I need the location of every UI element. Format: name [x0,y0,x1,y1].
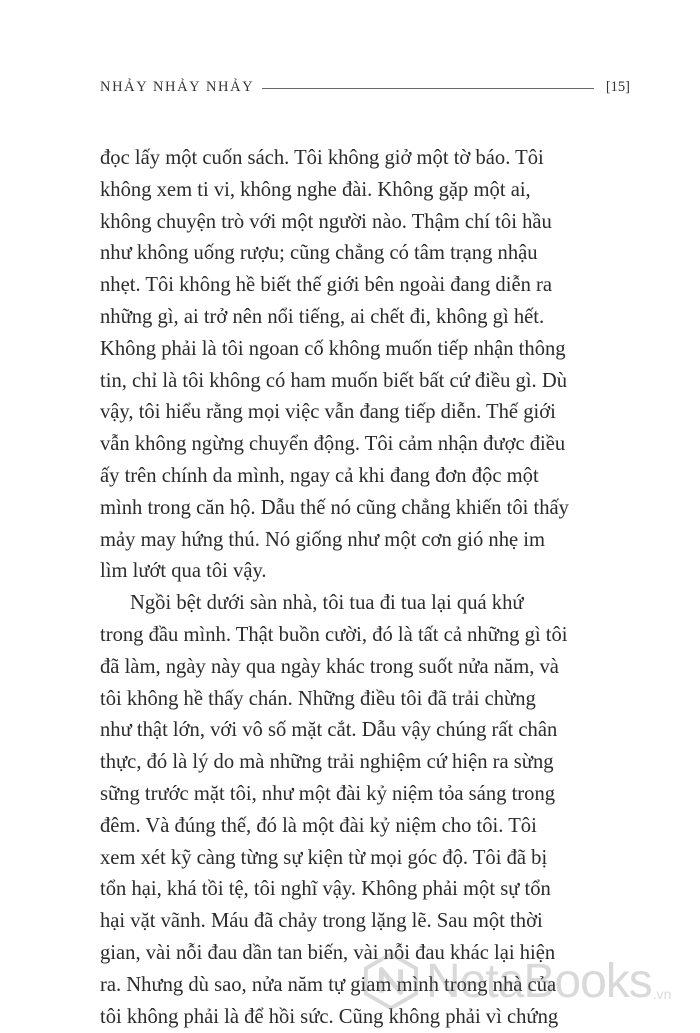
text-line: ấy trên chính da mình, ngay cả khi đang đơn độc một [100,464,539,487]
watermark-brand: NetaBooks [426,954,652,1008]
text-line: nhẹt. Tôi không hề biết thế giới bên ngoài đang diễn ra [100,274,553,297]
text-line: tổn hại, khá tồi tệ, tôi nghĩ vậy. Không phải một sự tổn [100,878,551,901]
text-line: đọc lấy một cuốn sách. Tôi không giở một tờ báo. Tôi [100,147,544,169]
watermark [362,946,692,1016]
text-line: như thật lớn, với vô số mặt cắt. Dẫu vậy chúng rất chân [100,719,558,742]
text-line: ra. Nhưng dù sao, nửa năm tự giam mình trong nhà của [100,973,557,996]
text-line: sững trước mặt tôi, như một đài kỷ niệm tỏa sáng trong [100,782,556,805]
text-line: Ngồi bệt dưới sàn nhà, tôi tua đi tua lại quá khứ [130,592,524,615]
header-rule [262,88,594,89]
text-line: đã làm, ngày này qua ngày khác trong suốt nửa năm, và [100,655,559,678]
text-line: tin, chỉ là tôi không có ham muốn biết bất cứ điều gì. Dù [100,369,567,392]
running-header [100,76,630,98]
page-number: [15] [605,78,630,95]
netabooks-logo-icon [362,952,420,1010]
text-line: lìm lướt qua tôi vậy. [100,560,267,583]
text-line: đêm. Và đúng thế, đó là một đài kỷ niệm cho tôi. Tôi [100,814,537,837]
text-line: vẫn không ngừng chuyển động. Tôi cảm nhận được điều [100,433,566,456]
text-line: như không uống rượu; cũng chẳng có tâm trạng nhậu [100,242,538,265]
text-line: không xem ti vi, không nghe đài. Không gặp một ai, [100,178,531,201]
text-line: gian, vài nỗi đau dần tan biến, vài nỗi đau khác lại hiện [100,941,556,964]
text-line: Không phải là tôi ngoan cố không muốn tiếp nhận thông [100,337,566,360]
text-line: trong đầu mình. Thật buồn cười, đó là tất cả những gì tôi [100,623,568,646]
text-line: tôi không phải là để hồi sức. Cũng không phải vì chứng [100,1005,559,1028]
book-title: NHẢY NHẢY NHẢY [100,78,255,95]
text-line: mình trong căn hộ. Dẫu thế nó cũng chẳng khiến tôi thấy [100,496,569,519]
text-line: mảy may hứng thú. Nó giống như một cơn gió nhẹ im [100,528,546,551]
text-line: không chuyện trò với một người nào. Thậm chí tôi hầu [100,210,552,233]
text-line: hại vặt vãnh. Máu đã chảy trong lặng lẽ. Sau một thời [100,910,543,933]
text-line: tôi không hề thấy chán. Những điều tôi đã trải chừng [100,687,536,710]
text-line: xem xét kỹ càng từng sự kiện từ mọi góc độ. Tôi đã bị [100,846,548,869]
body-text [100,143,630,1033]
watermark-suffix: .vn [652,986,672,1002]
text-line: những gì, ai trở nên nổi tiếng, ai chết đi, không gì hết. [100,305,545,328]
text-line: thực, đó là lý do mà những trải nghiệm cứ hiện ra sừng [100,751,554,774]
text-line: vậy, tôi hiểu rằng mọi việc vẫn đang tiếp diễn. Thế giới [100,401,556,424]
